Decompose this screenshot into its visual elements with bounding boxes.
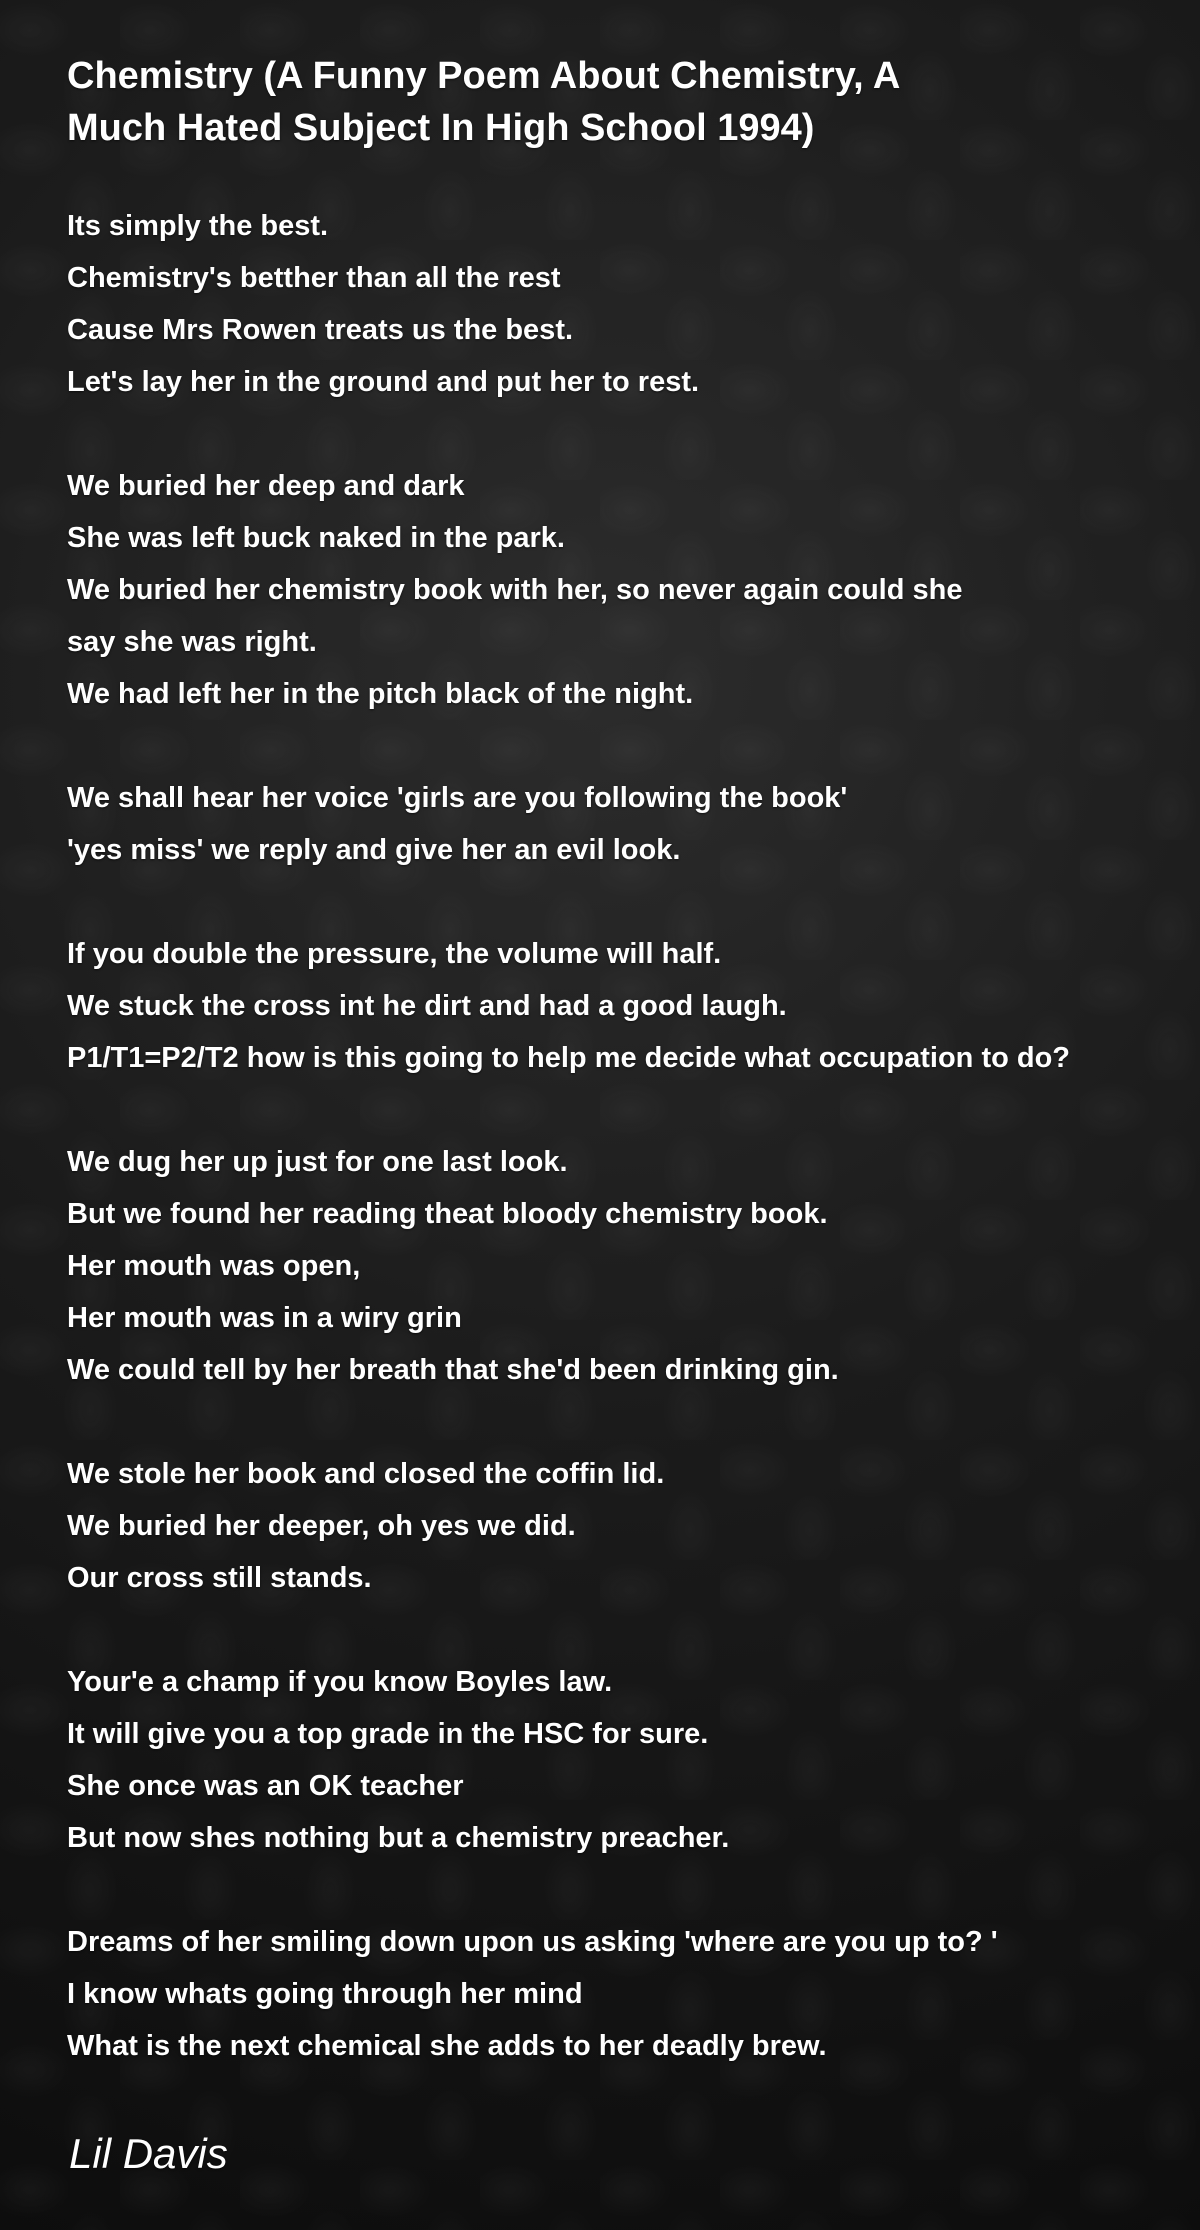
stanza [67, 1916, 1187, 2072]
poem-line: She was left buck naked in the park. [67, 522, 565, 554]
stanza-gap [67, 1864, 1187, 1916]
poem-line: Cause Mrs Rowen treats us the best. [67, 314, 574, 346]
poem-line: We buried her chemistry book with her, so never again could she [67, 574, 963, 606]
poem-line: We buried her deep and dark [67, 470, 465, 502]
poem-line: We stole her book and closed the coffin lid. [67, 1458, 665, 1490]
poem-line: Her mouth was open, [67, 1250, 361, 1282]
poem-line: She once was an OK teacher [67, 1770, 464, 1802]
poem-line: P1/T1=P2/T2 how is this going to help me decide what occupation to do? [67, 1042, 1071, 1074]
stanza-gap [67, 1396, 1187, 1448]
stanza [67, 772, 1187, 876]
poem-line: We could tell by her breath that she'd been drinking gin. [67, 1354, 839, 1386]
stanza-gap [67, 720, 1187, 772]
poem-line: But we found her reading theat bloody chemistry book. [67, 1198, 828, 1230]
poem-line: We buried her deeper, oh yes we did. [67, 1510, 576, 1542]
poem-line: But now shes nothing but a chemistry preacher. [67, 1822, 730, 1854]
poem-line: 'yes miss' we reply and give her an evil look. [67, 834, 681, 866]
poem-line: We dug her up just for one last look. [67, 1146, 568, 1178]
poem-line: We had left her in the pitch black of the night. [67, 678, 694, 710]
poem-line: Its simply the best. [67, 210, 329, 242]
poem-title-line: Much Hated Subject In High School 1994) [67, 107, 815, 149]
poem-title [67, 50, 1067, 154]
poem-author: Lil Davis [69, 2130, 228, 2177]
stanza-gap [67, 1604, 1187, 1656]
poem-line: Dreams of her smiling down upon us asking 'where are you up to? ' [67, 1926, 998, 1958]
poem-line: I know whats going through her mind [67, 1978, 583, 2010]
stanza-gap [67, 876, 1187, 928]
stanza [67, 1656, 1187, 1864]
stanza [67, 200, 1187, 408]
poem-body [67, 200, 1187, 2072]
poem-line: We shall hear her voice 'girls are you following the book' [67, 782, 848, 814]
poem-line: Our cross still stands. [67, 1562, 372, 1594]
poem-line: Your'e a champ if you know Boyles law. [67, 1666, 613, 1698]
poem-line: Her mouth was in a wiry grin [67, 1302, 462, 1334]
poem-line: If you double the pressure, the volume will half. [67, 938, 722, 970]
poem-line: Chemistry's betther than all the rest [67, 262, 561, 294]
poem-line: What is the next chemical she adds to her deadly brew. [67, 2030, 827, 2062]
stanza-gap [67, 1084, 1187, 1136]
poem-line: say she was right. [67, 626, 317, 658]
stanza [67, 1136, 1187, 1396]
stanza [67, 928, 1187, 1084]
poem-title-line: Chemistry (A Funny Poem About Chemistry, A [67, 55, 901, 97]
stanza [67, 460, 1187, 720]
poem-line: Let's lay her in the ground and put her to rest. [67, 366, 700, 398]
poem-line: We stuck the cross int he dirt and had a good laugh. [67, 990, 787, 1022]
poem-line: It will give you a top grade in the HSC for sure. [67, 1718, 709, 1750]
stanza-gap [67, 408, 1187, 460]
stanza [67, 1448, 1187, 1604]
